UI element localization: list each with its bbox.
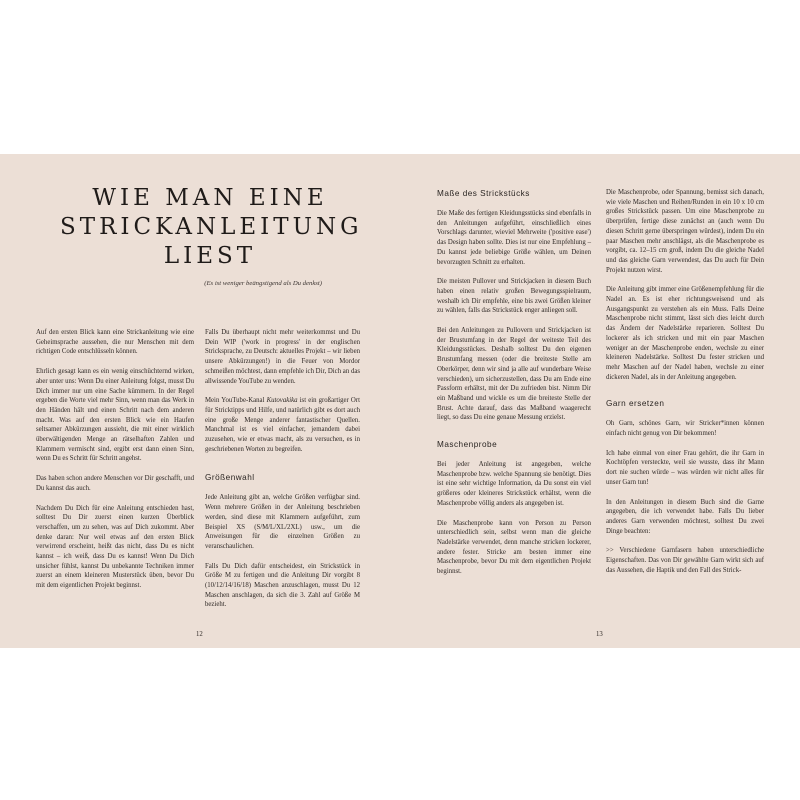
page-number: 12 bbox=[196, 631, 203, 638]
paragraph: Das haben schon andere Menschen vor Dir geschafft, und Du kannst das auch. bbox=[36, 475, 194, 492]
paragraph: Ich habe einmal von einer Frau gehört, die ihr Garn in Kochtöpfen versteckte, weil sie wusste, dass ihr Mann dort nie suchen würde – was würden wir nicht alles für unser Garn tun! bbox=[606, 449, 764, 486]
paragraph: Ehrlich gesagt kann es ein wenig einschüchternd wirken, aber unter uns: Wenn Du einer Anleitung folgst, musst Du Dich immer nur um eine Sache kümmern. In der Regel ergeben die Worte viel mehr Sinn, wenn man das Werk in den Händen hält und einen Schritt nach dem anderen macht. Was auf den ersten Blick wie ein Haufen seltsamer Abkürzungen aussieht, die mit einer wirklich überwältigenden Menge an rätselhaften Zahlen und Klammern vermischt sind, ergibt erst dann einen Sinn, wenn Du es Schritt für Schritt angehst. bbox=[36, 368, 194, 463]
paragraph: Die Maße des fertigen Kleidungsstücks sind ebenfalls in den Anleitungen aufgeführt, einschließlich eines Vorschlags darunter, wieviel Mehrweite ('positive ease') das Design haben sollte. Dies ist nur eine Empfehlung – Du kannst jede beliebige Größe wählen, um Deinen bevorzugten Schnitt zu erhalten. bbox=[437, 210, 591, 266]
page-subtitle: (Es ist weniger beängstigend als Du denkst) bbox=[204, 280, 322, 287]
section-heading-yarn: Garn ersetzen bbox=[606, 399, 665, 409]
section-heading-size: Größenwahl bbox=[205, 473, 255, 483]
paragraph: Jede Anleitung gibt an, welche Größen verfügbar sind. Wenn mehrere Größen in der Anleitung beschrieben werden, sind diese mit Klammern aufgeführt, zum Beispiel XS (S/M/L/XL/2XL) usw., um die Anweisungen für die einzelnen Größen zu veranschaulichen. bbox=[205, 494, 360, 550]
paragraph: In den Anleitungen in diesem Buch sind die Garne angegeben, die ich verwendet habe. Falls Du lieber anderes Garn verwenden möchtest, solltest Du zwei Dinge beachten: bbox=[606, 498, 764, 535]
paragraph: Falls Du Dich dafür entscheidest, ein Strickstück in Größe M zu fertigen und die Anleitung Dir vorgibt 8 (10/12/14/16/18) Maschen anzuschlagen, musst Du 12 Maschen anschlagen, da sich die 3. Zahl auf Größe M bezieht. bbox=[205, 562, 360, 609]
page-number: 13 bbox=[596, 631, 603, 638]
paragraph: Bei den Anleitungen zu Pullovern und Strickjacken ist der Brustumfang in der Regel der weiteste Teil des Kleidungsstückes. Deshalb solltest Du den eigenen Brustumfang messen (oder die breiteste Stelle am Oberkörper, denn wir sind ja alle auf wunderbare Weise verschieden), um sicherzustellen, dass Du am Ende eine Passform erhältst, mit der Du zufrieden bist. Nimm Dir ein Maßband und wickle es um die breiteste Stelle der Brust. Achte darauf, dass das Maßband waagerecht liegt, so dass Du eine genaue Messung erzielst. bbox=[437, 327, 591, 422]
paragraph: Falls Du überhaupt nicht mehr weiterkommst und Du Dein WIP ('work in progress' in der englischen Stricksprache, zu Deutsch: aktuelles Projekt – wir lieben unsere Abkürzungen!) in die Feuer von Mordor schmeißen möchtest, dann empfehle ich Dir, Dich an das allwissende YouTube zu wenden. bbox=[205, 329, 360, 385]
right-page bbox=[400, 154, 800, 648]
section-heading-measurements: Maße des Strickstücks bbox=[437, 189, 530, 198]
paragraph: Die Maschenprobe kann von Person zu Person unterschiedlich sein, selbst wenn man die gleiche Nadelstärke verwendet, denn manche stricken lockerer, andere fester. Stricke am besten immer eine Maschenprobe, bevor Du mit dem eigentlichen Projekt beginnst. bbox=[437, 519, 591, 576]
paragraph: >> Verschiedene Garnfasern haben unterschiedliche Eigenschaften. Das von Dir gewählte Garn wirkt sich auf das Aussehen, die Haptik und den Fall des Strick- bbox=[606, 547, 764, 574]
text-run: ist ein großartiger Ort für Stricktipps und Hilfe, und natürlich gibt es dort auch eine große Menge anderer fantastischer Quellen. Manchmal ist es viel einfacher, jemandem dabei zuzusehen, wie er etwas macht, als zu versuchen, es in geschriebenen Worten zu begreifen. bbox=[205, 397, 360, 453]
text-run: Mein YouTube-Kanal bbox=[205, 397, 267, 405]
title-line: STRICKANLEITUNG bbox=[60, 214, 363, 240]
paragraph: Die meisten Pullover und Strickjacken in diesem Buch haben einen relativ großen Bewegungsspielraum, weshalb ich Dir empfehle, eine bis zwei Größen kleiner zu wählen, falls das Strickstück enger anliegen soll. bbox=[437, 278, 591, 315]
channel-name: Kutovakika bbox=[266, 397, 298, 405]
paragraph: Die Anleitung gibt immer eine Größenempfehlung für die Nadel an. Es ist eher richtungsweisend und als Ausgangspunkt zu verstehen als ein Muss. Falls Deine Maschenprobe nicht stimmt, lässt sich dies leicht durch das Ändern der Nadelstärke reparieren. Solltest Du lockerer als ich stricken und mit ein paar Maschen weniger an der Maschenprobe enden, wechsle zu einer kleineren Nadelstärke. Solltest Du fester stricken und mehr Maschen auf der Nadel haben, wechsle zu einer dickeren Nadel, als in der Anleitung angegeben. bbox=[606, 286, 764, 381]
paragraph: Die Maschenprobe, oder Spannung, bemisst sich danach, wie viele Maschen und Reihen/Runden in ein 10 x 10 cm großes Strickstück passen. Um eine Maschenprobe zu überprüfen, fertige diese zunächst an (auch wenn Du diesen Schritt gerne überspringen würdest), indem Du ein paar Maschen mehr anschlägst, als die Maschenprobe es vorgibt, ca. 12–15 cm groß, indem Du die gleiche Nadel und das gleiche Garn verwendest, das Du auch für Dein Projekt nutzen wirst. bbox=[606, 189, 764, 274]
section-heading-gauge: Maschenprobe bbox=[437, 440, 498, 450]
youtube-paragraph bbox=[205, 396, 360, 454]
paragraph: Auf den ersten Blick kann eine Strickanleitung wie eine Geheimsprache aussehen, die nur Menschen mit dem richtigen Code entschlüsseln können. bbox=[36, 329, 194, 356]
left-column-2 bbox=[205, 328, 360, 620]
paragraph: Nachdem Du Dich für eine Anleitung entschieden hast, solltest Du Dir zuerst einen kurzen Überblick verschaffen, um zu sehen, was auf Dich zukommt. Aber denke daran: Nur weil etwas auf den ersten Blick verwirrend erscheint, heißt das nicht, dass Du es nicht kannst – ich weiß, dass Du es kannst! Wenn Du Dich unsicher fühlst, kannst Du unbekannte Techniken immer zuerst an einem kleineren Musterstück üben, bevor Du mit dem eigentlichen Projekt beginnst. bbox=[36, 504, 194, 590]
left-page bbox=[0, 154, 400, 648]
paragraph: Oh Garn, schönes Garn, wir Stricker*innen können einfach nicht genug von Dir bekommen! bbox=[606, 420, 764, 438]
left-column-1 bbox=[36, 328, 194, 601]
title-line: LIEST bbox=[163, 243, 257, 269]
right-column-1 bbox=[437, 188, 591, 587]
book-spread bbox=[0, 154, 800, 648]
title-line: WIE MAN EINE bbox=[92, 185, 328, 211]
paragraph: Bei jeder Anleitung ist angegeben, welche Maschenprobe bzw. welche Spannung sie benötigt. Dies ist eine sehr wichtige Information, da Du sonst ein viel größeres oder kleineres Strickstück erhältst, wenn die Maschenprobe völlig anders als angegeben ist. bbox=[437, 461, 591, 507]
right-column-2 bbox=[606, 188, 764, 586]
page-title bbox=[60, 184, 363, 271]
